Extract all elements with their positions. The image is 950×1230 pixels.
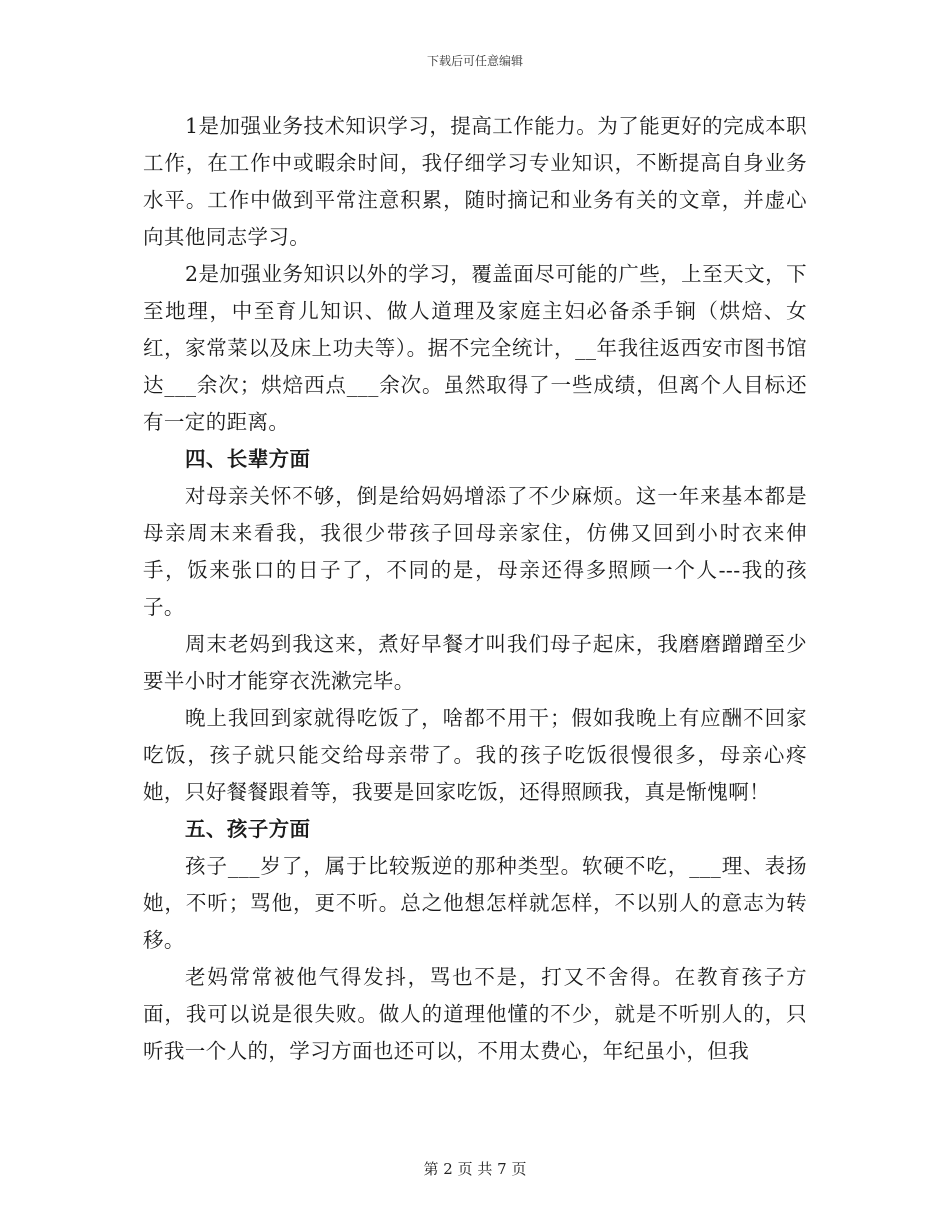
paragraph-weekend-breakfast: 周末老妈到我这来，煮好早餐才叫我们母子起床，我磨磨蹭蹭至少要半小时才能穿衣洗漱完毕。 — [143, 632, 807, 693]
page-number-footer: 第 2 页 共 7 页 — [423, 1160, 527, 1178]
section-heading-child: 五、孩子方面 — [185, 817, 311, 841]
document-body — [143, 108, 807, 1070]
paragraph-mother-care: 对母亲关怀不够，倒是给妈妈增添了不少麻烦。这一年来基本都是母亲周末来看我，我很少带孩子回母亲家住，仿佛又回到小时衣来伸手，饭来张口的日子了，不同的是，母亲还得多照顾一个人---我的孩子。 — [143, 484, 807, 619]
paragraph-business-skills-study: 1是加强业务技术知识学习，提高工作能力。为了能更好的完成本职工作，在工作中或暇余时间，我仔细学习专业知识，不断提高自身业务水平。工作中做到平常注意积累，随时摘记和业务有关的文章，并虚心向其他同志学习。 — [143, 114, 807, 249]
paragraph-child-education: 老妈常常被他气得发抖，骂也不是，打又不舍得。在教育孩子方面，我可以说是很失败。做人的道理他懂的不少，就是不听别人的，只听我一个人的，学习方面也还可以，不用太费心，年纪虽小，但我 — [143, 965, 807, 1063]
paragraph-dinner-help: 晚上我回到家就得吃饭了，啥都不用干；假如我晚上有应酬不回家吃饭，孩子就只能交给母亲带了。我的孩子吃饭很慢很多，母亲心疼她，只好餐餐跟着等，我要是回家吃饭，还得照顾我，真是惭愧啊！ — [143, 706, 807, 804]
page-header: 下载后可任意编辑 — [426, 54, 523, 68]
section-heading-elders: 四、长辈方面 — [185, 447, 311, 471]
paragraph-extra-knowledge-study: 2是加强业务知识以外的学习，覆盖面尽可能的广些，上至天文，下至地理，中至育儿知识、做人道理及家庭主妇必备杀手锏（烘焙、女红，家常菜以及床上功夫等）。据不完全统计，__年我往返西安市图书馆达___余次；烘焙西点___余次。虽然取得了一些成绩，但离个人目标还有一定的距离。 — [143, 262, 807, 434]
paragraph-child-rebellious: 孩子___岁了，属于比较叛逆的那种类型。软硬不吃，___理、表扬她，不听；骂他，更不听。总之他想怎样就怎样，不以别人的意志为转移。 — [143, 854, 807, 952]
